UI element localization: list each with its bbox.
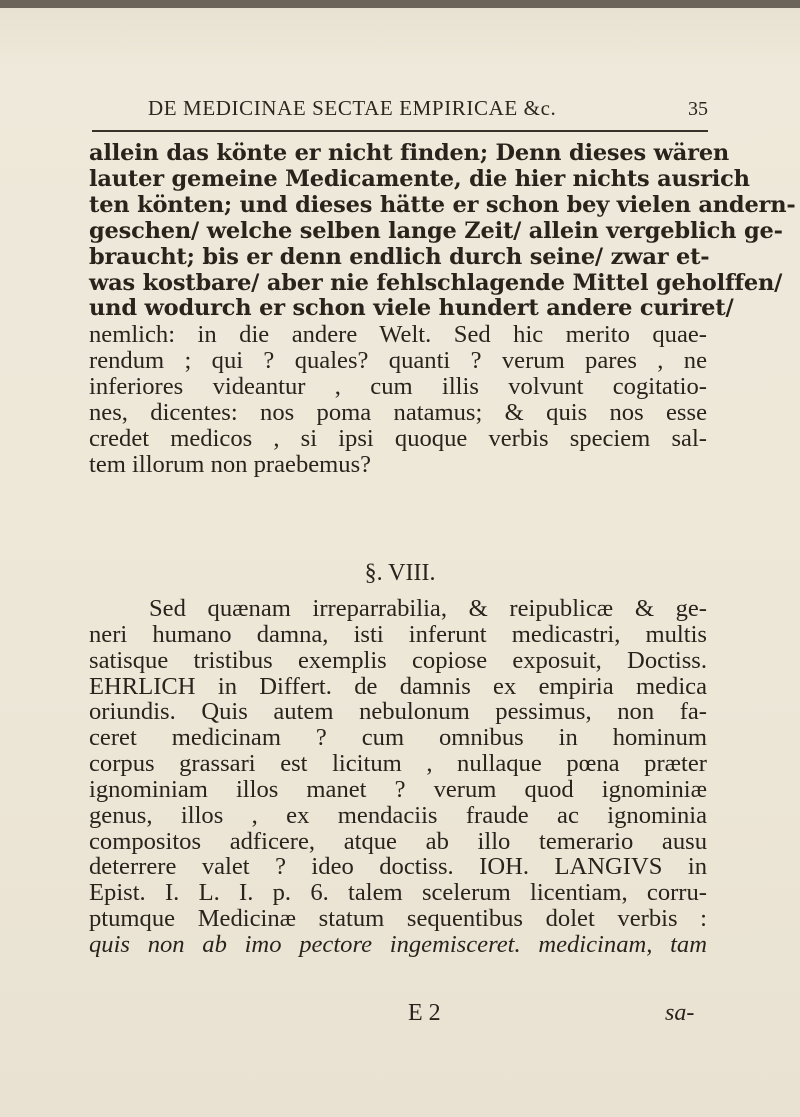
text-line: ptumque Medicinæ statum sequentibus dolet verbis : (89, 905, 707, 933)
text-line: braucht; bis er denn endlich durch seine/ zwar et- (89, 243, 710, 270)
text-line: lauter gemeine Medicamente, die hier nichts ausrich (89, 165, 750, 192)
text-line: Sed quænam irreparrabilia, & reipublicæ & ge- (149, 595, 707, 622)
text-line: nemlich: in die andere Welt. Sed hic merito quae- (89, 321, 707, 349)
text-line: allein das könte er nicht finden; Denn dieses wären (89, 140, 730, 166)
text-line: quis non ab imo pectore ingemisceret. medicinam, tam (89, 930, 707, 958)
text-line: rendum ; qui ? quales? quanti ? verum pares , ne (89, 347, 707, 375)
running-head: DE MEDICINAE SECTAE EMPIRICAE &c. (148, 96, 557, 120)
text-line: corpus grassari est licitum , nullaque pœna præter (89, 750, 707, 778)
text-line: tem illorum non praebemus? (89, 450, 372, 478)
body-text (89, 140, 796, 478)
text-line: Epist. I. L. I. p. 6. talem scelerum licentiam, corru- (89, 879, 707, 907)
text-line: inferiores videantur , cum illis volvunt cogitatio- (89, 373, 707, 401)
text-line: ten könten; und dieses hätte er schon bey vielen andern- (89, 191, 796, 218)
signature-mark: E 2 (408, 1000, 441, 1026)
header-rule (92, 130, 708, 132)
scan-edge (0, 0, 800, 8)
section-title: §. VIII. (364, 560, 436, 586)
text-line: was kostbare/ aber nie fehlschlagende Mittel geholffen/ (89, 269, 783, 296)
text-line: compositos adficere, atque ab illo temerario ausu (89, 827, 707, 855)
text-line: nes, dicentes: nos poma natamus; & quis nos esse (89, 399, 707, 427)
text-line: ceret medicinam ? cum omnibus in hominum (89, 724, 707, 752)
page-footer (0, 1000, 800, 1030)
text-line: und wodurch er schon viele hundert andere curiret/ (89, 295, 734, 322)
text-line: oriundis. Quis autem nebulonum pessimus, non fa- (89, 698, 707, 726)
text-line: genus, illos , ex mendaciis fraude ac ignominia (89, 801, 707, 829)
text-line: ignominiam illos manet ? verum quod ignominiæ (89, 775, 707, 803)
text-line: credet medicos , si ipsi quoque verbis speciem sal- (89, 424, 707, 452)
page-number: 35 (688, 98, 708, 120)
section-text (89, 596, 707, 958)
text-line: deterrere valet ? ideo doctiss. IOH. LANGIVS in (89, 853, 707, 881)
page-header (148, 96, 708, 126)
catchword: sa- (665, 1000, 695, 1026)
text-line: neri humano damna, isti inferunt medicastri, multis (89, 620, 707, 648)
text-line: EHRLICH in Differt. de damnis ex empiria medica (89, 672, 707, 700)
text-line: geschen/ welche selben lange Zeit/ allein vergeblich ge- (89, 217, 783, 244)
text-line: satisque tristibus exemplis copiose exposuit, Doctiss. (89, 646, 707, 674)
